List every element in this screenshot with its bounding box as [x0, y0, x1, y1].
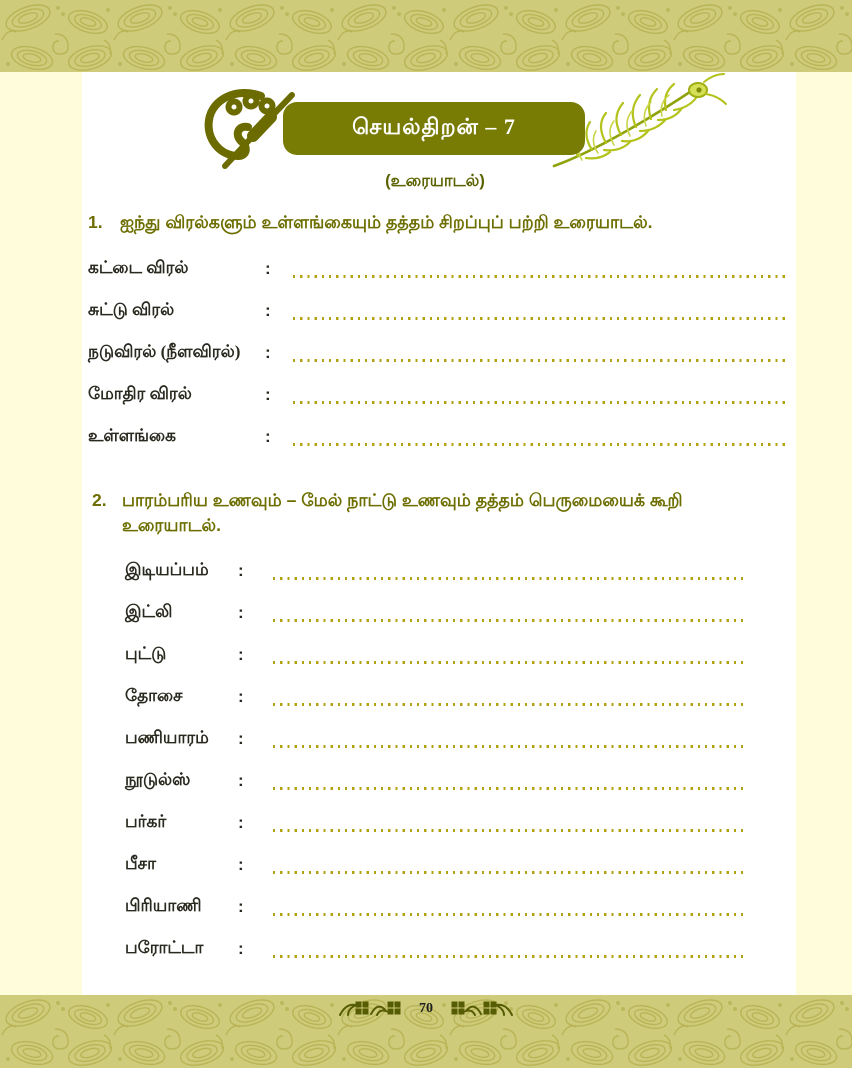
item-label: நூடுல்ஸ் — [125, 770, 191, 789]
page-footer — [0, 998, 852, 1020]
answer-blank-line[interactable] — [273, 619, 748, 622]
item-colon: : — [238, 561, 244, 580]
item-colon: : — [238, 645, 244, 664]
item-colon: : — [265, 427, 271, 446]
answer-blank-line[interactable] — [273, 577, 748, 580]
activity-title: செயல்திறன் – 7 — [352, 114, 516, 139]
activity-title-banner — [283, 102, 585, 155]
answer-blank-line[interactable] — [293, 317, 788, 320]
question-1-blanks — [88, 248, 788, 458]
item-colon: : — [238, 897, 244, 916]
question-2-blanks — [125, 550, 748, 970]
fill-in-row — [125, 634, 748, 676]
fill-in-row — [88, 416, 788, 458]
palette-brush-icon — [197, 84, 313, 172]
item-colon: : — [265, 259, 271, 278]
item-colon: : — [238, 939, 244, 958]
answer-blank-line[interactable] — [273, 787, 748, 790]
answer-blank-line[interactable] — [273, 745, 748, 748]
item-label: தோசை — [125, 686, 183, 705]
answer-blank-line[interactable] — [273, 955, 748, 958]
fill-in-row — [125, 802, 748, 844]
answer-blank-line[interactable] — [293, 359, 788, 362]
answer-blank-line[interactable] — [273, 661, 748, 664]
item-colon: : — [265, 301, 271, 320]
item-colon: : — [238, 855, 244, 874]
top-border-pattern — [0, 0, 852, 72]
item-label: புட்டு — [125, 644, 167, 663]
fill-in-row — [125, 676, 748, 718]
item-label: பீசா — [125, 854, 156, 873]
footer-ornament-left-icon — [338, 999, 408, 1019]
item-label: சுட்டு விரல் — [88, 300, 175, 319]
item-colon: : — [265, 385, 271, 404]
question-1-number: 1. — [88, 212, 103, 232]
fill-in-row — [125, 718, 748, 760]
activity-subtitle: (உரையாடல்) — [385, 172, 485, 190]
fill-in-row — [125, 886, 748, 928]
item-label: நடுவிரல் (நீளவிரல்) — [88, 342, 241, 361]
fill-in-row — [125, 550, 748, 592]
item-colon: : — [265, 343, 271, 362]
item-label: பணியாரம் — [125, 728, 209, 747]
answer-blank-line[interactable] — [293, 275, 788, 278]
fill-in-row — [125, 844, 748, 886]
question-2-heading — [92, 488, 708, 539]
fill-in-row — [88, 290, 788, 332]
fill-in-row — [88, 374, 788, 416]
fill-in-row — [125, 760, 748, 802]
answer-blank-line[interactable] — [273, 871, 748, 874]
answer-blank-line[interactable] — [273, 829, 748, 832]
item-colon: : — [238, 687, 244, 706]
answer-blank-line[interactable] — [273, 703, 748, 706]
question-2-text: பாரம்பரிய உணவும் – மேல் நாட்டு உணவும் தத்தம் பெருமையைக் கூறி உரையாடல். — [122, 490, 683, 536]
question-1-text: ஐந்து விரல்களும் உள்ளங்கையும் தத்தம் சிறப்புப் பற்றி உரையாடல். — [120, 212, 653, 232]
item-colon: : — [238, 729, 244, 748]
item-label: இட்லி — [125, 602, 173, 621]
answer-blank-line[interactable] — [293, 443, 788, 446]
item-colon: : — [238, 771, 244, 790]
item-label: பர்கர் — [125, 812, 167, 831]
question-2-number: 2. — [92, 490, 107, 510]
item-label: பிரியாணி — [125, 896, 202, 915]
item-colon: : — [238, 603, 244, 622]
answer-blank-line[interactable] — [293, 401, 788, 404]
item-colon: : — [238, 813, 244, 832]
item-label: பரோட்டா — [125, 938, 204, 957]
fill-in-row — [125, 592, 748, 634]
footer-ornament-right-icon — [444, 999, 514, 1019]
item-label: உள்ளங்கை — [88, 426, 176, 445]
fill-in-row — [88, 248, 788, 290]
item-label: மோதிர விரல் — [88, 384, 192, 403]
item-label: கட்டை விரல் — [88, 258, 189, 277]
question-1-heading — [88, 210, 788, 235]
fill-in-row — [88, 332, 788, 374]
fill-in-row — [125, 928, 748, 970]
item-label: இடியப்பம் — [125, 560, 209, 579]
page-number: 70 — [419, 1001, 433, 1016]
answer-blank-line[interactable] — [273, 913, 748, 916]
